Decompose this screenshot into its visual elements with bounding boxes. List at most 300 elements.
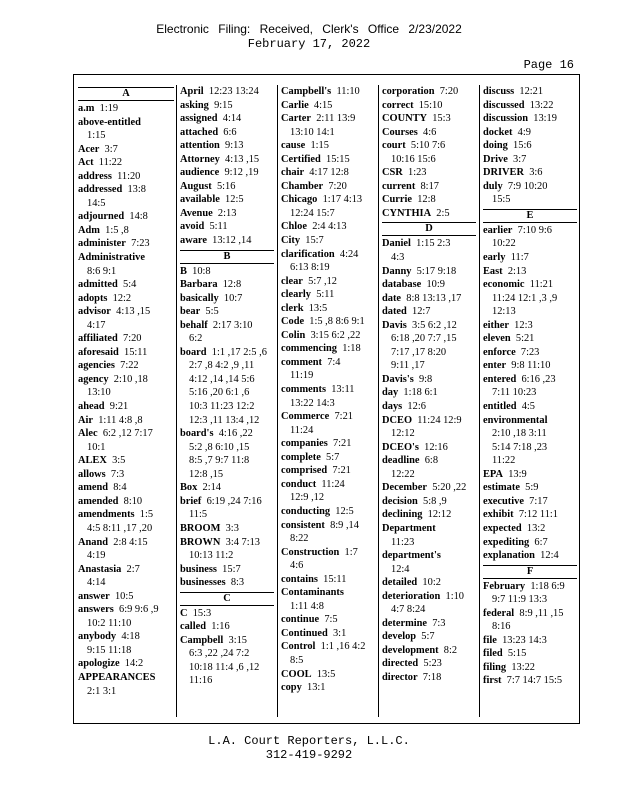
index-term: adopts (78, 292, 108, 304)
page-line-refs: 4:14 (87, 577, 106, 589)
page-line-refs: 6:9 9:6 ,9 (119, 604, 159, 616)
index-entry (78, 170, 174, 184)
page-line-refs: 8:22 (290, 533, 309, 545)
page-line-refs: 4:6 (423, 126, 437, 138)
page-line-refs: 5:17 9:18 (416, 265, 457, 277)
index-entry (180, 139, 274, 153)
index-term: assigned (180, 113, 218, 125)
index-entry (180, 234, 274, 248)
page-line-refs: 5:16 ,20 6:1 ,6 (189, 387, 250, 399)
page-line-refs: 11:5 (189, 509, 208, 521)
page-line-refs: 2:10 ,18 3:11 (492, 428, 547, 440)
index-entry (78, 414, 174, 428)
page-line-refs: 13:10 (87, 387, 111, 399)
page-line-refs: 11:16 (189, 675, 213, 687)
index-entry (281, 640, 375, 654)
page-line-refs: 4:13 ,15 (225, 153, 260, 165)
page-line-refs: 7:21 (332, 438, 352, 450)
index-term: day (382, 387, 399, 399)
page-line-refs: 1:15 (310, 140, 329, 152)
index-entry (281, 464, 375, 478)
index-entry (483, 522, 577, 536)
page-line-refs: 4:6 (290, 560, 304, 572)
index-term: Department (382, 522, 436, 534)
index-term: attached (180, 126, 219, 138)
index-term: APPEARANCES (78, 671, 156, 683)
index-column-3 (281, 85, 375, 717)
index-term: discussion (483, 113, 529, 125)
index-entry (382, 207, 476, 221)
page-line-refs: 2:7 (126, 563, 140, 575)
index-term: ahead (78, 401, 105, 413)
page-line-refs: 12:24 15:7 (290, 207, 335, 219)
page-line-refs: 4:17 (87, 319, 106, 331)
page-line-refs: 12:8 ,15 (189, 468, 224, 480)
index-term: cause (281, 140, 306, 152)
page-line-refs: 2:7 ,8 4:2 ,9 ,11 (189, 360, 255, 372)
index-term: above-entitled (78, 116, 141, 128)
page-line-refs: 14:5 (87, 197, 106, 209)
index-entry (382, 305, 476, 319)
page-line-refs: 5:5 (205, 306, 219, 318)
index-term: August (180, 180, 212, 192)
filing-stamp: Electronic Filing: Received, Clerk's Office 2/23/2022 (156, 22, 462, 36)
page-line-refs: 14:8 (129, 211, 148, 223)
index-term: BROOM (180, 522, 221, 534)
index-entry (78, 346, 174, 360)
index-term: Carter (281, 113, 311, 125)
page-line-refs: 12:7 (412, 306, 431, 318)
index-term: Currie (382, 194, 413, 206)
index-term: anybody (78, 631, 117, 643)
index-entry (382, 495, 476, 509)
page-line-refs: 7:22 (120, 360, 139, 372)
page-line-refs: 3:4 7:13 (225, 536, 260, 548)
page-line-refs: 8:6 9:1 (87, 265, 117, 277)
index-entry (281, 383, 375, 397)
page-line-refs: 5:2 ,8 6:10 ,15 (189, 441, 250, 453)
index-entry (281, 573, 375, 587)
page-line-refs: 9:12 ,19 (224, 167, 259, 179)
index-term: detailed (382, 577, 418, 589)
page-line-refs: 11:10 (336, 86, 360, 97)
index-term: COUNTY (382, 113, 428, 125)
page-line-refs: 7:21 (334, 411, 353, 423)
page-line-refs: 5:7 (421, 631, 435, 643)
index-term: behalf (180, 319, 208, 331)
index-term: Control (281, 641, 316, 653)
page-line-refs: 8:9 ,14 (330, 519, 359, 531)
page-line-refs: 10:3 11:23 12:2 (189, 401, 255, 413)
index-term: CYNTHIA (382, 207, 432, 219)
index-entry (281, 478, 375, 492)
court-reporter-phone: 312-419-9292 (265, 748, 353, 762)
index-entry (78, 671, 174, 685)
index-term: basically (180, 292, 219, 304)
page-line-refs: 12:13 (492, 306, 516, 318)
page-line-refs: 15:3 (192, 607, 212, 619)
index-term: doing (483, 140, 508, 152)
index-term: Anand (78, 536, 109, 548)
index-entry (78, 305, 174, 319)
index-entry (382, 549, 476, 563)
page-line-refs: 11:24 12:1 ,3 ,9 (492, 292, 558, 304)
index-column-2 (180, 85, 274, 717)
index-term: comment (281, 356, 322, 368)
hearing-date: February 17, 2022 (247, 37, 371, 51)
index-entry (180, 112, 274, 126)
index-term: City (281, 235, 301, 247)
index-term: chair (281, 167, 305, 179)
index-term: entitled (483, 401, 517, 413)
page-line-refs: 6:7 (534, 536, 548, 548)
page-line-refs: 4:17 12:8 (309, 167, 349, 179)
index-entry (281, 234, 375, 248)
index-entry (483, 166, 577, 180)
page-line-refs: 13:22 (511, 661, 535, 673)
index-term: Construction (281, 546, 340, 558)
index-entry (180, 563, 274, 577)
page-line-refs: 1:19 (99, 103, 119, 114)
page-line-refs: 8:10 (123, 495, 143, 507)
page-line-refs: 15:7 (305, 235, 324, 247)
page-line-refs: 8:5 ,7 9:7 11:8 (189, 455, 250, 467)
column-divider (378, 85, 379, 717)
index-term: exhibit (483, 509, 514, 521)
index-term: consistent (281, 519, 325, 531)
index-term: director (382, 671, 418, 683)
index-term: CSR (382, 167, 403, 179)
index-term: brief (180, 495, 202, 507)
index-entry (78, 603, 174, 617)
page-line-refs: 3:7 (513, 153, 527, 165)
index-term: duly (483, 180, 503, 192)
index-entry (78, 156, 174, 170)
page-line-refs: 6:2 ,12 7:17 (102, 428, 153, 440)
index-term: copy (281, 682, 302, 694)
index-term: develop (382, 631, 417, 643)
page-line-refs: 4:5 (521, 401, 535, 413)
index-term: audience (180, 167, 220, 179)
index-term: development (382, 644, 439, 656)
index-column-1 (78, 85, 174, 717)
index-term: expected (483, 522, 522, 534)
column-divider (277, 85, 278, 717)
index-entry (382, 657, 476, 671)
index-term: Davis's (382, 373, 414, 385)
index-term: declining (382, 509, 423, 521)
page-line-refs: 11:21 (529, 279, 554, 291)
page-line-refs: 5:11 (209, 221, 228, 233)
page-line-refs: 13:22 14:3 (290, 397, 335, 409)
page-line-refs: 1:11 4:8 (290, 600, 324, 612)
page-line-refs: 1:1 ,16 4:2 (320, 641, 366, 653)
page-line-refs: 13:2 (526, 522, 546, 534)
index-term: clearly (281, 289, 311, 301)
index-entry (180, 126, 274, 140)
page-line-refs: 6:18 ,20 7:7 ,15 (391, 333, 457, 345)
index-entry (78, 373, 174, 387)
index-term: Adm (78, 224, 100, 236)
index-entry (382, 265, 476, 279)
page-line-refs: 13:11 (331, 384, 355, 396)
page-line-refs: 13:12 ,14 (212, 235, 252, 247)
index-term: conduct (281, 478, 317, 490)
page-line-refs: 15:15 (326, 153, 350, 165)
page-line-refs: 10:18 11:4 ,6 ,12 (189, 661, 260, 673)
page-line-refs: 14:2 (124, 658, 144, 670)
index-term: answers (78, 604, 114, 616)
page-line-refs: 11:24 12:9 (417, 414, 462, 426)
index-term: federal (483, 607, 515, 619)
index-entry (382, 193, 476, 207)
page-line-refs: 12:3 ,11 13:4 ,12 (189, 414, 260, 426)
index-entry (281, 342, 375, 356)
index-term: clerk (281, 302, 304, 314)
index-entry (483, 607, 577, 621)
page-line-refs: 7:23 (520, 346, 540, 358)
page-line-refs: 8:3 (230, 577, 245, 589)
page-line-refs: 2:13 (217, 207, 237, 219)
index-entry (382, 237, 476, 251)
index-term: available (180, 194, 220, 206)
index-entry (180, 319, 274, 333)
index-term: dated (382, 306, 407, 318)
index-term: Anastasia (78, 563, 122, 575)
page-line-refs: 5:8 ,9 (423, 495, 447, 507)
index-entry (78, 116, 174, 130)
index-entry (180, 346, 274, 360)
letter-heading: D (382, 222, 476, 236)
index-term: estimate (483, 482, 520, 494)
index-term: eleven (483, 333, 511, 345)
page-line-refs: 9:8 (418, 373, 433, 385)
page-line-refs: 11:19 (290, 370, 314, 382)
index-term: clarification (281, 248, 335, 260)
index-entry (180, 292, 274, 306)
index-term: DCEO (382, 414, 413, 426)
index-entry (78, 359, 174, 373)
page-line-refs: 10:9 (426, 279, 445, 291)
index-entry (382, 319, 476, 333)
index-term: Box (180, 482, 198, 494)
index-term: DRIVER (483, 167, 524, 179)
letter-heading: B (180, 250, 274, 264)
index-term: discussed (483, 99, 525, 111)
index-entry (483, 373, 577, 387)
index-entry (483, 139, 577, 153)
page-line-refs: 5:16 (216, 180, 236, 192)
index-term: amendments (78, 509, 135, 521)
letter-heading: F (483, 565, 577, 579)
page-line-refs: 9:8 11:10 (511, 360, 551, 372)
page-line-refs: 2:5 (436, 207, 450, 219)
page-line-refs: 5:23 (423, 658, 442, 670)
index-term: businesses (180, 577, 226, 589)
page-line-refs: 7:17 (529, 495, 548, 507)
page-line-refs: 10:13 11:2 (189, 550, 234, 562)
page-line-refs: 12:9 ,12 (290, 492, 325, 504)
index-entry (483, 359, 577, 373)
index-term: board (180, 346, 207, 358)
index-term: Carlie (281, 99, 309, 111)
index-entry (382, 373, 476, 387)
index-term: enforce (483, 346, 516, 358)
index-term: Act (78, 157, 94, 169)
index-entry (483, 634, 577, 648)
index-term: address (78, 170, 112, 182)
index-entry (483, 468, 577, 482)
index-term: explanation (483, 550, 535, 562)
page-line-refs: 5:9 (525, 482, 539, 494)
page-line-refs: 7:3 (432, 617, 446, 629)
page-line-refs: 7:3 (110, 468, 125, 480)
index-term: Acer (78, 143, 100, 155)
page-line-refs: 8:16 (492, 621, 511, 633)
page-line-refs: 13:1 (307, 682, 326, 694)
index-entry (78, 630, 174, 644)
index-entry (78, 183, 174, 197)
page-line-refs: 12:23 13:24 (208, 86, 259, 97)
index-entry (180, 265, 274, 279)
page-line-refs: 2:13 (507, 265, 527, 277)
page-line-refs: 5:20 ,22 (432, 482, 467, 494)
court-reporter-name: L.A. Court Reporters, L.L.C. (208, 734, 410, 748)
page-line-refs: 9:13 (225, 140, 244, 152)
index-term: entered (483, 373, 517, 385)
index-term: directed (382, 658, 419, 670)
page-line-refs: 2:11 13:9 (316, 113, 356, 125)
index-entry (180, 193, 274, 207)
page-line-refs: 7:11 10:23 (492, 387, 537, 399)
index-entry (78, 468, 174, 482)
index-term: avoid (180, 221, 205, 233)
page-line-refs: 4:7 8:24 (391, 604, 426, 616)
page-line-refs: 5:21 (515, 333, 535, 345)
page-line-refs: 3:5 (112, 455, 126, 467)
page-line-refs: 12:5 (335, 505, 354, 517)
page-line-refs: 3:15 (228, 634, 247, 646)
index-term: deadline (382, 455, 420, 467)
index-entry (281, 112, 375, 126)
index-entry (382, 414, 476, 428)
page-line-refs: 10:22 (492, 238, 516, 250)
index-term: business (180, 563, 217, 575)
index-entry (382, 292, 476, 306)
index-entry (382, 644, 476, 658)
page-line-refs: 7:7 14:7 15:5 (506, 675, 563, 687)
page-line-refs: 7:17 ,17 8:20 (391, 346, 447, 358)
page-line-refs: 7:12 11:1 (518, 509, 558, 521)
page-line-refs: 6:8 (424, 455, 439, 467)
index-entry (180, 85, 274, 99)
page-line-refs: 8:9 ,11 ,15 (519, 607, 564, 619)
page-line-refs: 13:10 14:1 (290, 126, 335, 138)
index-entry (78, 278, 174, 292)
page-line-refs: 2:14 (202, 482, 222, 494)
index-term: administer (78, 238, 126, 250)
index-term: amended (78, 495, 119, 507)
index-term: Administrative (78, 252, 145, 264)
page-line-refs: 13:9 (508, 468, 527, 480)
index-term: adjourned (78, 211, 125, 223)
index-entry (78, 590, 174, 604)
page-line-refs: 4:3 (391, 252, 405, 264)
index-entry (483, 508, 577, 522)
index-term: discuss (483, 86, 515, 97)
index-term: Code (281, 316, 305, 328)
page-line-refs: 13:23 14:3 (502, 634, 547, 646)
page-line-refs: 4:14 (222, 113, 242, 125)
index-term: ALEX (78, 455, 107, 467)
page-line-refs: 15:11 (323, 573, 347, 585)
index-term: Avenue (180, 207, 213, 219)
page-line-refs: 4:12 ,14 ,14 5:6 (189, 373, 255, 385)
index-entry (78, 427, 174, 441)
page-line-refs: 8:5 (290, 654, 304, 666)
index-entry (78, 400, 174, 414)
page-line-refs: 8:2 (443, 644, 458, 656)
page-line-refs: 12:3 (514, 319, 533, 331)
page-line-refs: 2:17 3:10 (212, 319, 253, 331)
index-term: aware (180, 235, 207, 247)
index-term: comments (281, 384, 327, 396)
index-entry (483, 536, 577, 550)
page-line-refs: 1:5 ,8 (105, 224, 129, 236)
index-term: filed (483, 648, 503, 660)
page-line-refs: 9:15 11:18 (87, 644, 132, 656)
index-entry (483, 674, 577, 688)
index-entry (180, 634, 274, 648)
page-line-refs: 4:9 (517, 126, 531, 138)
page-line-refs: 5:7 (326, 451, 340, 463)
index-term: complete (281, 451, 321, 463)
index-term: affiliated (78, 333, 118, 345)
page-line-refs: 2:1 3:1 (87, 685, 117, 697)
page-line-refs: 1:7 (344, 546, 358, 558)
page-line-refs: 4:5 8:11 ,17 ,20 (87, 522, 153, 534)
index-term: commencing (281, 343, 337, 355)
letter-heading: C (180, 592, 274, 606)
index-entry (483, 647, 577, 661)
index-term: comprised (281, 465, 328, 477)
index-term: Daniel (382, 238, 411, 250)
index-entry (78, 495, 174, 509)
index-entry (180, 607, 274, 621)
page-line-refs: 12:22 (391, 468, 415, 480)
index-entry (78, 454, 174, 468)
index-entry (483, 661, 577, 675)
page-line-refs: 12:8 (222, 279, 242, 291)
index-term: determine (382, 617, 428, 629)
page-line-refs: 1:16 (211, 621, 230, 633)
index-term: April (180, 86, 204, 97)
index-term: bear (180, 306, 201, 318)
index-term: Air (78, 414, 94, 426)
index-term: attention (180, 140, 220, 152)
index-entry (180, 576, 274, 590)
page-line-refs: 7:18 (422, 671, 442, 683)
index-term: admitted (78, 279, 118, 291)
index-entry (281, 546, 375, 560)
index-term: board's (180, 428, 214, 440)
index-term: Chicago (281, 194, 318, 206)
index-term: DCEO's (382, 441, 419, 453)
index-entry (382, 126, 476, 140)
index-entry (483, 278, 577, 292)
page-line-refs: 15:11 (124, 346, 148, 358)
index-term: Attorney (180, 153, 220, 165)
